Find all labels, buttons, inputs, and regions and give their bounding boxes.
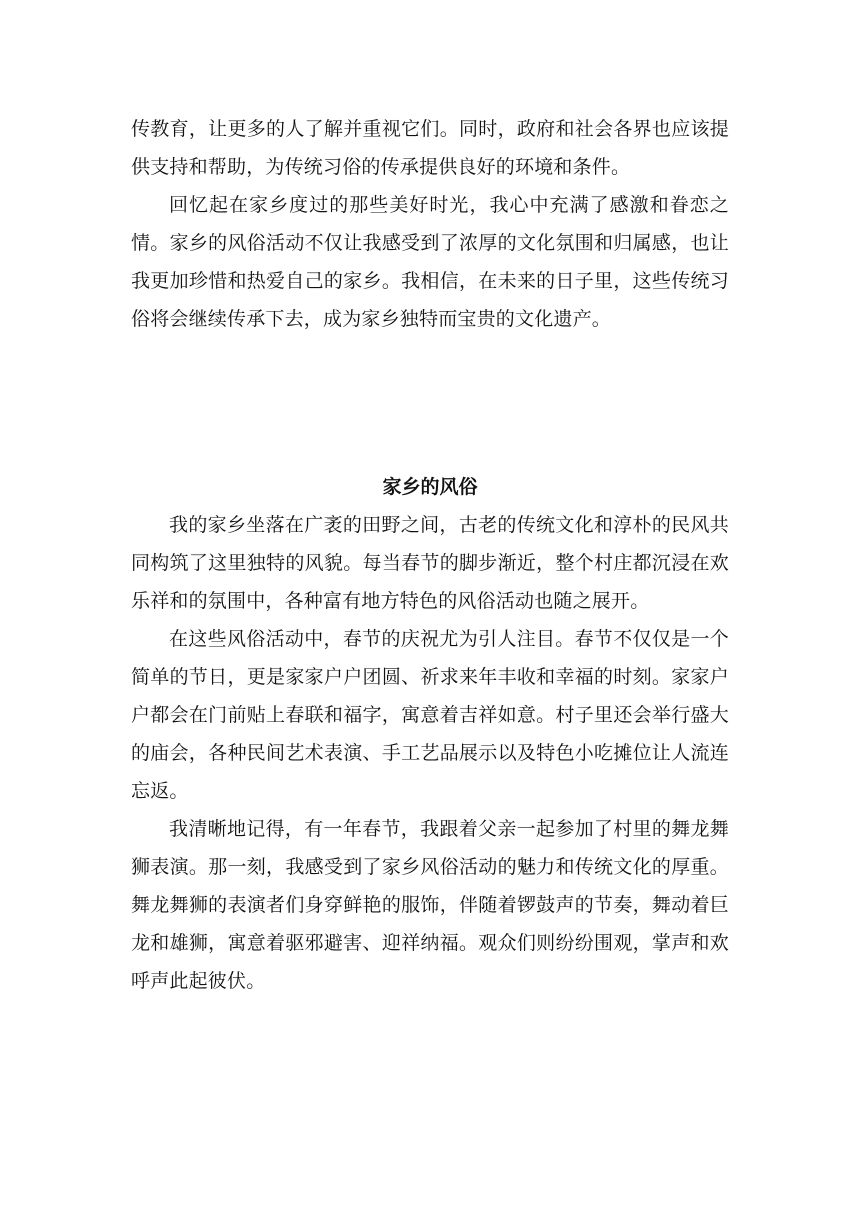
essay-ending-section [131, 110, 729, 338]
paragraph: 在这些风俗活动中，春节的庆祝尤为引人注目。春节不仅仅是一个简单的节日，更是家家户户团圆、祈求来年丰收和幸福的时刻。家家户户都会在门前贴上春联和福字，寓意着吉祥如意。村子里还会举行盛大的庙会，各种民间艺术表演、手工艺品展示以及特色小吃摊位让人流连忘返。 [131, 628, 729, 802]
paragraph: 我清晰地记得，有一年春节，我跟着父亲一起参加了村里的舞龙舞狮表演。那一刻，我感受到了家乡风俗活动的魅力和传统文化的厚重。舞龙舞狮的表演者们身穿鲜艳的服饰，伴随着锣鼓声的节奏，舞动着巨龙和雄狮，寓意着驱邪避害、迎祥纳福。观众们则纷纷围观，掌声和欢呼声此起彼伏。 [131, 818, 729, 992]
paragraph: 回忆起在家乡度过的那些美好时光，我心中充满了感激和眷恋之情。家乡的风俗活动不仅让我感受到了浓厚的文化氛围和归属感，也让我更加珍惜和热爱自己的家乡。我相信，在未来的日子里，这些传统习俗将会继续传承下去，成为家乡独特而宝贵的文化遗产。 [131, 194, 729, 330]
paragraph: 我的家乡坐落在广袤的田野之间，古老的传统文化和淳朴的民风共同构筑了这里独特的风貌。每当春节的脚步渐近，整个村庄都沉浸在欢乐祥和的氛围中，各种富有地方特色的风俗活动也随之展开。 [131, 514, 729, 612]
paragraph: 传教育，让更多的人了解并重视它们。同时，政府和社会各界也应该提供支持和帮助，为传统习俗的传承提供良好的环境和条件。 [131, 118, 729, 178]
essay-title: 家乡的风俗 [382, 476, 478, 498]
essay-section [131, 468, 729, 1000]
